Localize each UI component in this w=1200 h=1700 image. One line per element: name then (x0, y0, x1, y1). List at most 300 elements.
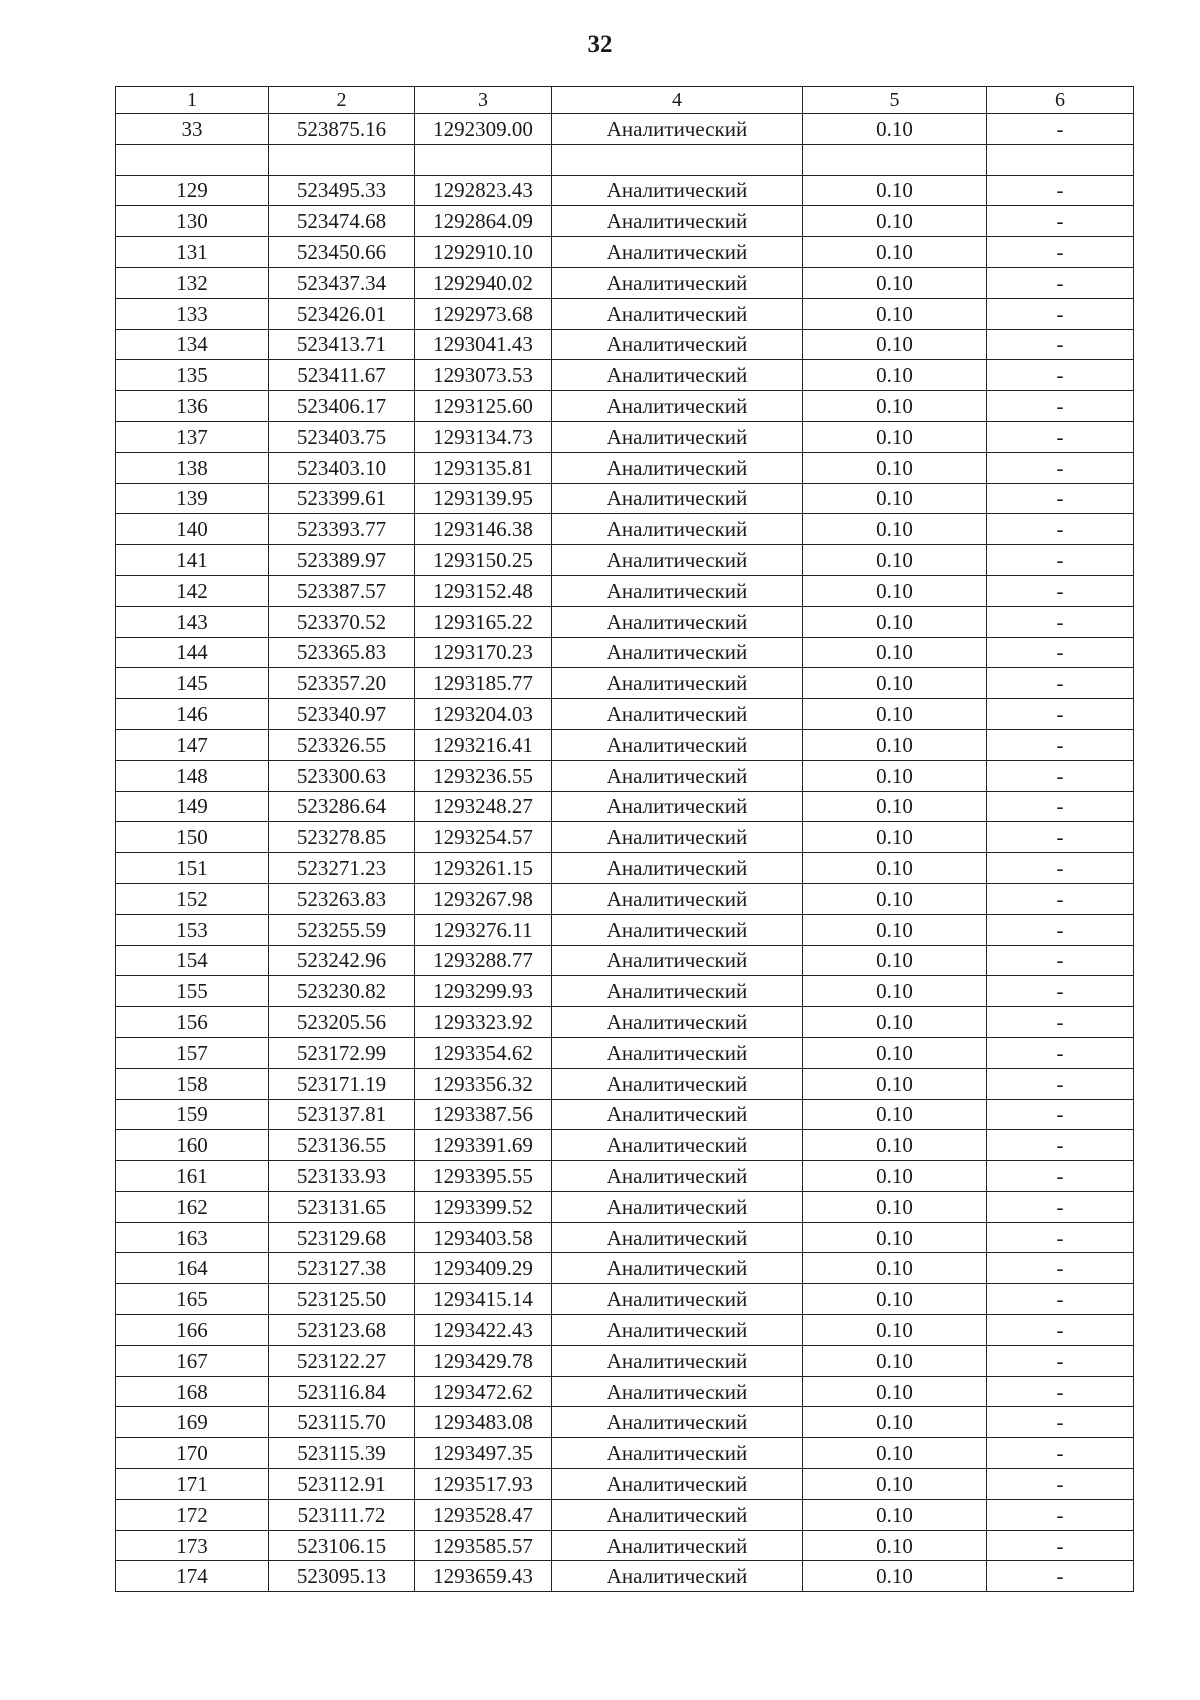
y-coordinate-cell: 1292910.10 (415, 237, 552, 268)
y-coordinate-cell: 1293150.25 (415, 545, 552, 576)
note-cell: - (987, 1530, 1134, 1561)
x-coordinate-cell: 523326.55 (269, 729, 415, 760)
y-coordinate-cell: 1293073.53 (415, 360, 552, 391)
y-coordinate-cell: 1293659.43 (415, 1561, 552, 1592)
table-row (116, 421, 1134, 452)
table-row (116, 699, 1134, 730)
x-coordinate-cell: 523116.84 (269, 1376, 415, 1407)
x-coordinate-cell: 523205.56 (269, 1007, 415, 1038)
table-row (116, 1407, 1134, 1438)
column-header: 1 (116, 87, 269, 114)
note-cell: - (987, 883, 1134, 914)
note-cell: - (987, 1068, 1134, 1099)
accuracy-cell: 0.10 (803, 267, 987, 298)
accuracy-cell: 0.10 (803, 545, 987, 576)
table-row (116, 514, 1134, 545)
y-coordinate-cell: 1293403.58 (415, 1222, 552, 1253)
method-cell: Аналитический (552, 483, 803, 514)
x-coordinate-cell: 523437.34 (269, 267, 415, 298)
x-coordinate-cell: 523370.52 (269, 606, 415, 637)
point-number-cell: 136 (116, 391, 269, 422)
note-cell: - (987, 606, 1134, 637)
y-coordinate-cell: 1293236.55 (415, 760, 552, 791)
method-cell: Аналитический (552, 1345, 803, 1376)
accuracy-cell: 0.10 (803, 1007, 987, 1038)
note-cell: - (987, 822, 1134, 853)
point-number-cell: 171 (116, 1469, 269, 1500)
note-cell (987, 144, 1134, 175)
accuracy-cell: 0.10 (803, 391, 987, 422)
method-cell: Аналитический (552, 1222, 803, 1253)
accuracy-cell: 0.10 (803, 1037, 987, 1068)
table-row (116, 360, 1134, 391)
point-number-cell: 139 (116, 483, 269, 514)
method-cell: Аналитический (552, 329, 803, 360)
y-coordinate-cell: 1293125.60 (415, 391, 552, 422)
note-cell: - (987, 175, 1134, 206)
x-coordinate-cell: 523172.99 (269, 1037, 415, 1068)
column-header: 2 (269, 87, 415, 114)
x-coordinate-cell (269, 144, 415, 175)
x-coordinate-cell: 523426.01 (269, 298, 415, 329)
accuracy-cell: 0.10 (803, 360, 987, 391)
table-row (116, 237, 1134, 268)
accuracy-cell: 0.10 (803, 1191, 987, 1222)
note-cell: - (987, 514, 1134, 545)
note-cell: - (987, 1253, 1134, 1284)
x-coordinate-cell: 523111.72 (269, 1499, 415, 1530)
x-coordinate-cell: 523413.71 (269, 329, 415, 360)
accuracy-cell: 0.10 (803, 637, 987, 668)
note-cell: - (987, 391, 1134, 422)
note-cell: - (987, 1222, 1134, 1253)
y-coordinate-cell: 1292864.09 (415, 206, 552, 237)
table-row (116, 853, 1134, 884)
table-row (116, 1130, 1134, 1161)
method-cell: Аналитический (552, 1068, 803, 1099)
accuracy-cell: 0.10 (803, 945, 987, 976)
table-row (116, 575, 1134, 606)
x-coordinate-cell: 523399.61 (269, 483, 415, 514)
y-coordinate-cell: 1293267.98 (415, 883, 552, 914)
method-cell: Аналитический (552, 1407, 803, 1438)
method-cell: Аналитический (552, 791, 803, 822)
accuracy-cell: 0.10 (803, 1315, 987, 1346)
x-coordinate-cell: 523450.66 (269, 237, 415, 268)
point-number-cell: 147 (116, 729, 269, 760)
x-coordinate-cell: 523133.93 (269, 1161, 415, 1192)
table-row (116, 1007, 1134, 1038)
accuracy-cell (803, 144, 987, 175)
y-coordinate-cell: 1293248.27 (415, 791, 552, 822)
y-coordinate-cell: 1293387.56 (415, 1099, 552, 1130)
accuracy-cell: 0.10 (803, 575, 987, 606)
table-row (116, 606, 1134, 637)
point-number-cell: 151 (116, 853, 269, 884)
note-cell: - (987, 699, 1134, 730)
y-coordinate-cell: 1293204.03 (415, 699, 552, 730)
x-coordinate-cell: 523115.39 (269, 1438, 415, 1469)
accuracy-cell: 0.10 (803, 914, 987, 945)
note-cell: - (987, 1376, 1134, 1407)
accuracy-cell: 0.10 (803, 1376, 987, 1407)
x-coordinate-cell: 523263.83 (269, 883, 415, 914)
accuracy-cell: 0.10 (803, 1530, 987, 1561)
accuracy-cell: 0.10 (803, 1284, 987, 1315)
note-cell: - (987, 760, 1134, 791)
method-cell: Аналитический (552, 976, 803, 1007)
note-cell: - (987, 1007, 1134, 1038)
point-number-cell: 148 (116, 760, 269, 791)
x-coordinate-cell: 523875.16 (269, 114, 415, 145)
method-cell: Аналитический (552, 729, 803, 760)
point-number-cell: 168 (116, 1376, 269, 1407)
y-coordinate-cell: 1293276.11 (415, 914, 552, 945)
y-coordinate-cell: 1293216.41 (415, 729, 552, 760)
x-coordinate-cell: 523411.67 (269, 360, 415, 391)
method-cell: Аналитический (552, 1284, 803, 1315)
table-body (116, 114, 1134, 1592)
point-number-cell: 170 (116, 1438, 269, 1469)
x-coordinate-cell: 523255.59 (269, 914, 415, 945)
method-cell: Аналитический (552, 760, 803, 791)
x-coordinate-cell: 523127.38 (269, 1253, 415, 1284)
point-number-cell: 146 (116, 699, 269, 730)
y-coordinate-cell: 1293528.47 (415, 1499, 552, 1530)
note-cell: - (987, 1407, 1134, 1438)
table-row (116, 483, 1134, 514)
point-number-cell: 143 (116, 606, 269, 637)
point-number-cell: 131 (116, 237, 269, 268)
table-row (116, 883, 1134, 914)
accuracy-cell: 0.10 (803, 175, 987, 206)
method-cell: Аналитический (552, 1530, 803, 1561)
x-coordinate-cell: 523365.83 (269, 637, 415, 668)
note-cell: - (987, 637, 1134, 668)
method-cell: Аналитический (552, 391, 803, 422)
point-number-cell: 138 (116, 452, 269, 483)
accuracy-cell: 0.10 (803, 606, 987, 637)
table-row (116, 1376, 1134, 1407)
x-coordinate-cell: 523115.70 (269, 1407, 415, 1438)
table-row (116, 1561, 1134, 1592)
point-number-cell: 155 (116, 976, 269, 1007)
note-cell: - (987, 729, 1134, 760)
y-coordinate-cell: 1292973.68 (415, 298, 552, 329)
note-cell: - (987, 206, 1134, 237)
table-row (116, 822, 1134, 853)
y-coordinate-cell: 1293134.73 (415, 421, 552, 452)
table-row (116, 1068, 1134, 1099)
y-coordinate-cell: 1293254.57 (415, 822, 552, 853)
x-coordinate-cell: 523393.77 (269, 514, 415, 545)
accuracy-cell: 0.10 (803, 452, 987, 483)
y-coordinate-cell: 1293165.22 (415, 606, 552, 637)
table-row (116, 729, 1134, 760)
table-row (116, 1191, 1134, 1222)
table-row (116, 114, 1134, 145)
table-row (116, 1530, 1134, 1561)
method-cell: Аналитический (552, 360, 803, 391)
point-number-cell: 153 (116, 914, 269, 945)
table-row (116, 791, 1134, 822)
table-row (116, 668, 1134, 699)
note-cell: - (987, 976, 1134, 1007)
note-cell: - (987, 853, 1134, 884)
table-row (116, 914, 1134, 945)
method-cell: Аналитический (552, 1253, 803, 1284)
method-cell: Аналитический (552, 853, 803, 884)
note-cell: - (987, 421, 1134, 452)
point-number-cell: 156 (116, 1007, 269, 1038)
note-cell: - (987, 1037, 1134, 1068)
accuracy-cell: 0.10 (803, 729, 987, 760)
x-coordinate-cell: 523137.81 (269, 1099, 415, 1130)
table-row (116, 1284, 1134, 1315)
table-row (116, 1315, 1134, 1346)
table-row (116, 545, 1134, 576)
y-coordinate-cell: 1293135.81 (415, 452, 552, 483)
y-coordinate-cell: 1293585.57 (415, 1530, 552, 1561)
method-cell: Аналитический (552, 914, 803, 945)
table-row (116, 267, 1134, 298)
point-number-cell (116, 144, 269, 175)
point-number-cell: 154 (116, 945, 269, 976)
y-coordinate-cell: 1293152.48 (415, 575, 552, 606)
accuracy-cell: 0.10 (803, 421, 987, 452)
accuracy-cell: 0.10 (803, 668, 987, 699)
method-cell: Аналитический (552, 1037, 803, 1068)
y-coordinate-cell: 1292823.43 (415, 175, 552, 206)
point-number-cell: 135 (116, 360, 269, 391)
table-row (116, 1037, 1134, 1068)
x-coordinate-cell: 523271.23 (269, 853, 415, 884)
point-number-cell: 165 (116, 1284, 269, 1315)
accuracy-cell: 0.10 (803, 237, 987, 268)
accuracy-cell: 0.10 (803, 976, 987, 1007)
note-cell: - (987, 1469, 1134, 1500)
point-number-cell: 152 (116, 883, 269, 914)
method-cell: Аналитический (552, 175, 803, 206)
column-header: 3 (415, 87, 552, 114)
table-row (116, 1469, 1134, 1500)
table-row (116, 206, 1134, 237)
method-cell: Аналитический (552, 1561, 803, 1592)
x-coordinate-cell: 523129.68 (269, 1222, 415, 1253)
point-number-cell: 158 (116, 1068, 269, 1099)
table-row (116, 452, 1134, 483)
method-cell: Аналитический (552, 545, 803, 576)
point-number-cell: 172 (116, 1499, 269, 1530)
note-cell: - (987, 1191, 1134, 1222)
method-cell: Аналитический (552, 1130, 803, 1161)
note-cell: - (987, 360, 1134, 391)
y-coordinate-cell: 1293399.52 (415, 1191, 552, 1222)
point-number-cell: 130 (116, 206, 269, 237)
method-cell: Аналитический (552, 206, 803, 237)
point-number-cell: 33 (116, 114, 269, 145)
column-header: 5 (803, 87, 987, 114)
column-header: 4 (552, 87, 803, 114)
note-cell: - (987, 483, 1134, 514)
note-cell: - (987, 1130, 1134, 1161)
x-coordinate-cell: 523340.97 (269, 699, 415, 730)
table-row (116, 1099, 1134, 1130)
point-number-cell: 160 (116, 1130, 269, 1161)
table-row (116, 1222, 1134, 1253)
table-row (116, 175, 1134, 206)
method-cell: Аналитический (552, 606, 803, 637)
x-coordinate-cell: 523123.68 (269, 1315, 415, 1346)
note-cell: - (987, 452, 1134, 483)
accuracy-cell: 0.10 (803, 699, 987, 730)
table-row (116, 1345, 1134, 1376)
y-coordinate-cell: 1293356.32 (415, 1068, 552, 1099)
accuracy-cell: 0.10 (803, 1499, 987, 1530)
coordinates-table (115, 86, 1134, 1592)
note-cell: - (987, 545, 1134, 576)
y-coordinate-cell: 1293409.29 (415, 1253, 552, 1284)
point-number-cell: 129 (116, 175, 269, 206)
method-cell: Аналитический (552, 298, 803, 329)
accuracy-cell: 0.10 (803, 1130, 987, 1161)
note-cell: - (987, 791, 1134, 822)
method-cell: Аналитический (552, 883, 803, 914)
x-coordinate-cell: 523242.96 (269, 945, 415, 976)
y-coordinate-cell: 1293395.55 (415, 1161, 552, 1192)
accuracy-cell: 0.10 (803, 1161, 987, 1192)
table-row (116, 329, 1134, 360)
point-number-cell: 169 (116, 1407, 269, 1438)
accuracy-cell: 0.10 (803, 760, 987, 791)
x-coordinate-cell: 523495.33 (269, 175, 415, 206)
point-number-cell: 159 (116, 1099, 269, 1130)
table-row (116, 1253, 1134, 1284)
note-cell: - (987, 668, 1134, 699)
x-coordinate-cell: 523136.55 (269, 1130, 415, 1161)
accuracy-cell: 0.10 (803, 1068, 987, 1099)
y-coordinate-cell: 1293146.38 (415, 514, 552, 545)
accuracy-cell: 0.10 (803, 206, 987, 237)
y-coordinate-cell: 1293299.93 (415, 976, 552, 1007)
accuracy-cell: 0.10 (803, 883, 987, 914)
table-row (116, 391, 1134, 422)
point-number-cell: 145 (116, 668, 269, 699)
x-coordinate-cell: 523125.50 (269, 1284, 415, 1315)
method-cell: Аналитический (552, 1315, 803, 1346)
point-number-cell: 149 (116, 791, 269, 822)
y-coordinate-cell: 1293483.08 (415, 1407, 552, 1438)
note-cell: - (987, 267, 1134, 298)
x-coordinate-cell: 523112.91 (269, 1469, 415, 1500)
y-coordinate-cell: 1293261.15 (415, 853, 552, 884)
method-cell: Аналитический (552, 1099, 803, 1130)
y-coordinate-cell (415, 144, 552, 175)
x-coordinate-cell: 523131.65 (269, 1191, 415, 1222)
method-cell: Аналитический (552, 575, 803, 606)
point-number-cell: 134 (116, 329, 269, 360)
point-number-cell: 141 (116, 545, 269, 576)
note-cell: - (987, 575, 1134, 606)
accuracy-cell: 0.10 (803, 853, 987, 884)
accuracy-cell: 0.10 (803, 1561, 987, 1592)
accuracy-cell: 0.10 (803, 298, 987, 329)
y-coordinate-cell: 1293170.23 (415, 637, 552, 668)
y-coordinate-cell: 1293497.35 (415, 1438, 552, 1469)
x-coordinate-cell: 523230.82 (269, 976, 415, 1007)
x-coordinate-cell: 523403.75 (269, 421, 415, 452)
method-cell: Аналитический (552, 1191, 803, 1222)
method-cell: Аналитический (552, 421, 803, 452)
method-cell: Аналитический (552, 1499, 803, 1530)
table-row (116, 945, 1134, 976)
accuracy-cell: 0.10 (803, 1345, 987, 1376)
method-cell: Аналитический (552, 514, 803, 545)
table-row (116, 298, 1134, 329)
point-number-cell: 144 (116, 637, 269, 668)
x-coordinate-cell: 523278.85 (269, 822, 415, 853)
method-cell: Аналитический (552, 945, 803, 976)
y-coordinate-cell: 1293422.43 (415, 1315, 552, 1346)
point-number-cell: 137 (116, 421, 269, 452)
note-cell: - (987, 114, 1134, 145)
accuracy-cell: 0.10 (803, 114, 987, 145)
method-cell: Аналитический (552, 822, 803, 853)
column-header: 6 (987, 87, 1134, 114)
x-coordinate-cell: 523403.10 (269, 452, 415, 483)
y-coordinate-cell: 1293139.95 (415, 483, 552, 514)
accuracy-cell: 0.10 (803, 514, 987, 545)
point-number-cell: 167 (116, 1345, 269, 1376)
y-coordinate-cell: 1293517.93 (415, 1469, 552, 1500)
accuracy-cell: 0.10 (803, 1222, 987, 1253)
point-number-cell: 161 (116, 1161, 269, 1192)
y-coordinate-cell: 1293472.62 (415, 1376, 552, 1407)
note-cell: - (987, 1315, 1134, 1346)
x-coordinate-cell: 523106.15 (269, 1530, 415, 1561)
y-coordinate-cell: 1293415.14 (415, 1284, 552, 1315)
accuracy-cell: 0.10 (803, 1407, 987, 1438)
point-number-cell: 150 (116, 822, 269, 853)
x-coordinate-cell: 523357.20 (269, 668, 415, 699)
note-cell: - (987, 1561, 1134, 1592)
y-coordinate-cell: 1293323.92 (415, 1007, 552, 1038)
point-number-cell: 163 (116, 1222, 269, 1253)
note-cell: - (987, 237, 1134, 268)
point-number-cell: 174 (116, 1561, 269, 1592)
table-row (116, 1438, 1134, 1469)
point-number-cell: 166 (116, 1315, 269, 1346)
note-cell: - (987, 1099, 1134, 1130)
accuracy-cell: 0.10 (803, 1438, 987, 1469)
x-coordinate-cell: 523171.19 (269, 1068, 415, 1099)
method-cell: Аналитический (552, 267, 803, 298)
point-number-cell: 133 (116, 298, 269, 329)
point-number-cell: 142 (116, 575, 269, 606)
table-row (116, 1161, 1134, 1192)
page-number: 32 (587, 31, 613, 58)
point-number-cell: 157 (116, 1037, 269, 1068)
x-coordinate-cell: 523095.13 (269, 1561, 415, 1592)
x-coordinate-cell: 523389.97 (269, 545, 415, 576)
method-cell (552, 144, 803, 175)
y-coordinate-cell: 1292940.02 (415, 267, 552, 298)
method-cell: Аналитический (552, 668, 803, 699)
table-row (116, 760, 1134, 791)
note-cell: - (987, 1284, 1134, 1315)
method-cell: Аналитический (552, 637, 803, 668)
note-cell: - (987, 329, 1134, 360)
